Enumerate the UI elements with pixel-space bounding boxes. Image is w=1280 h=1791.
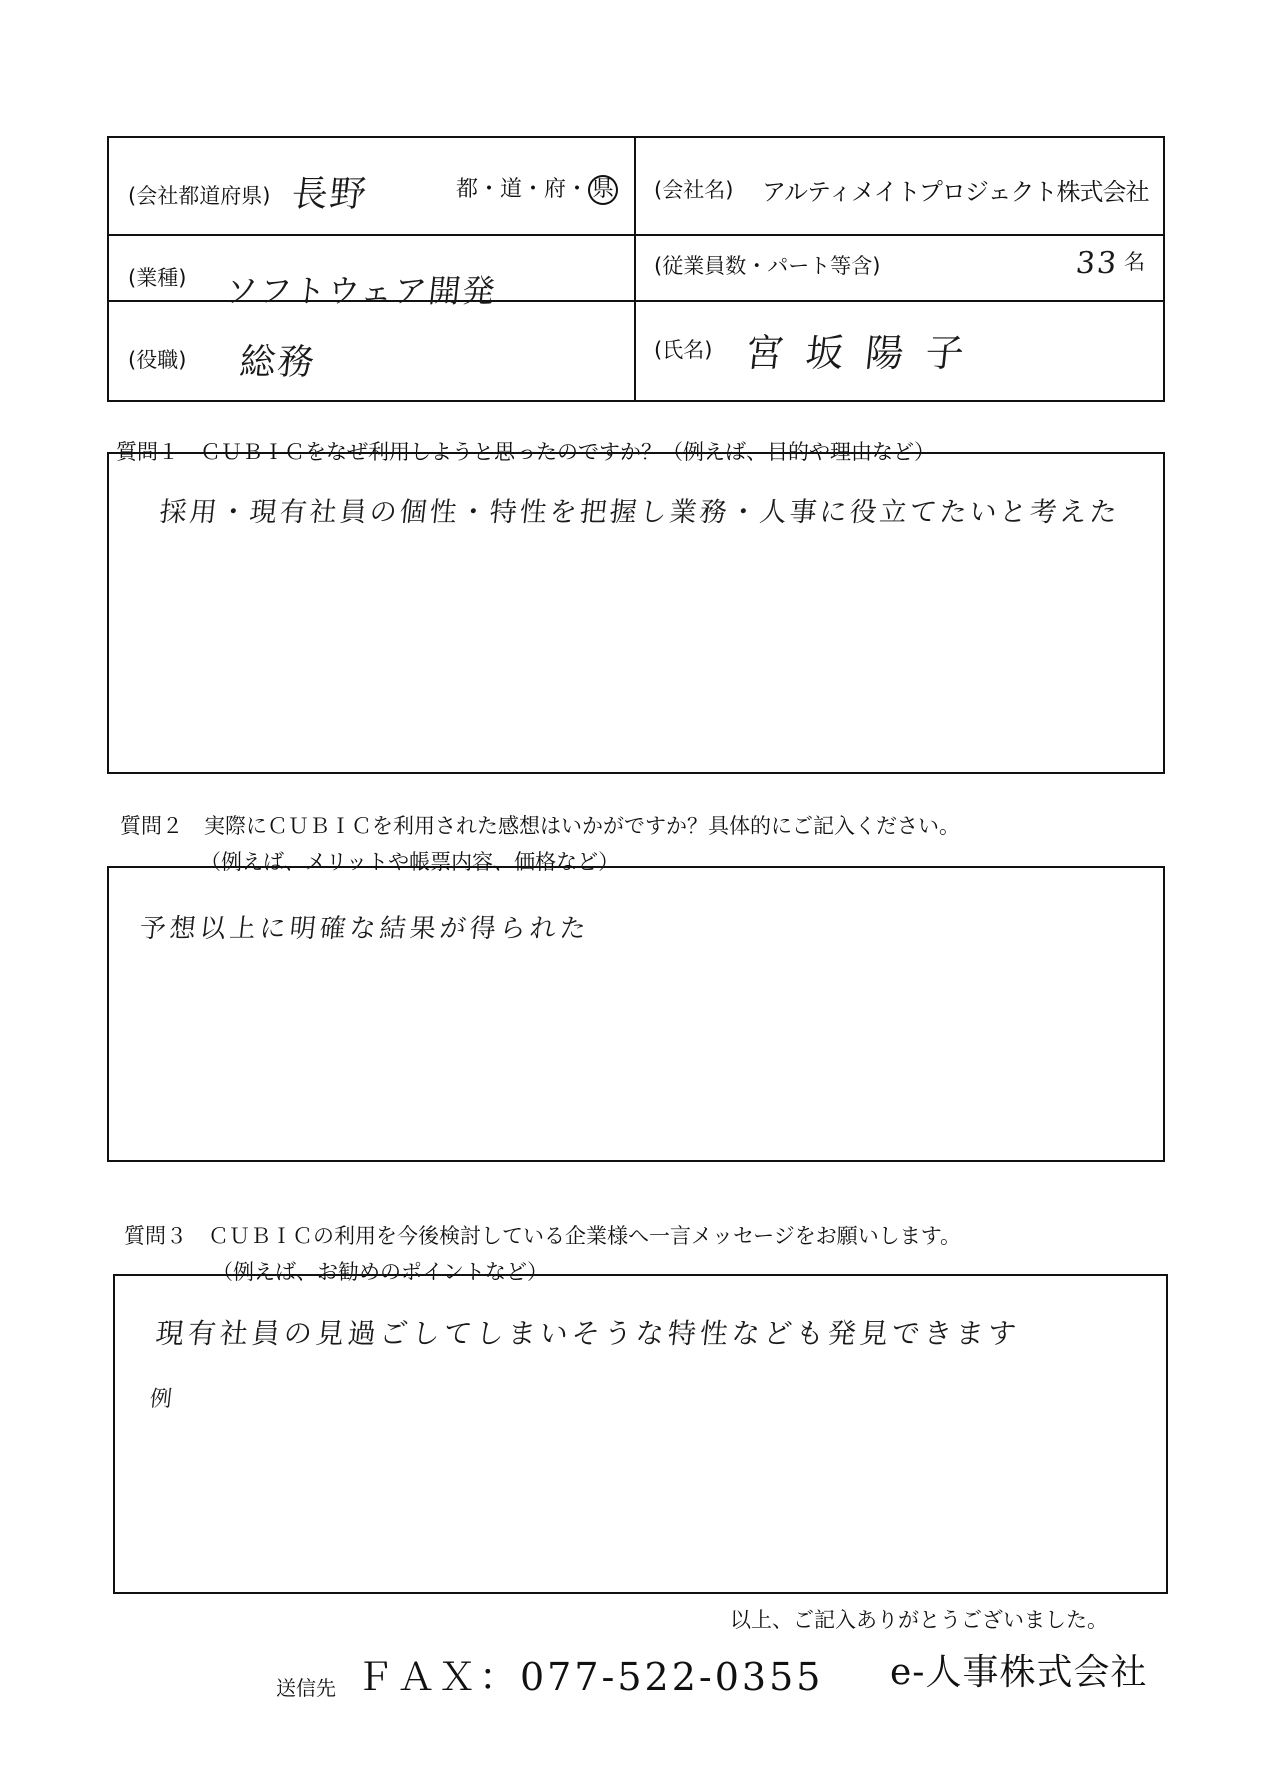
industry-value[interactable]: ソフトウェア開発 [223, 272, 499, 310]
closing-note: 以上、ご記入ありがとうございました。 [730, 1608, 1108, 1632]
prefecture-suffix-plain: 都・道・府・ [456, 177, 589, 202]
question-2-heading: 質問２ 実際にＣＵＢＩＣを利用された感想はいかがですか？具体的にご記入ください。 [120, 814, 960, 838]
position-label: (役職) [128, 348, 187, 372]
person-name-label: (氏名) [654, 338, 713, 362]
question-3-answer: 現有社員の見過ごしてしまいそうな特性なども発見できます [154, 1317, 1022, 1350]
question-1-heading: 質問１ ＣＵＢＩＣをなぜ利用しようと思ったのですか？（例えば、目的や理由など） [116, 440, 935, 464]
person-name-value[interactable]: 宮坂陽子 [743, 331, 988, 375]
question-2-answer: 予想以上に明確な結果が得られた [138, 914, 592, 944]
footer-company: e-人事株式会社 [890, 1652, 1148, 1693]
question-2-subheading: （例えば、メリットや帳票内容、価格など） [200, 850, 620, 874]
send-to-label: 送信先 [276, 1676, 336, 1700]
employees-value[interactable]: 33 [1074, 246, 1121, 281]
employees-label: (従業員数・パート等含) [654, 254, 881, 278]
company-name-value[interactable]: アルティメイトプロジェクト株式会社 [762, 178, 1149, 206]
info-table-divider-row1 [107, 234, 1165, 236]
info-table-divider-vertical [634, 136, 636, 402]
prefecture-value[interactable]: 長野 [289, 174, 370, 215]
question-3-heading: 質問３ ＣＵＢＩＣの利用を今後検討している企業様へ一言メッセージをお願いします。 [124, 1224, 962, 1248]
prefecture-suffix-circled: 県 [588, 175, 618, 205]
question-1-answer: 採用・現有社員の個性・特性を把握し業務・人事に役立てたいと考えた [158, 497, 1122, 528]
prefecture-options [456, 172, 618, 205]
question-3-answer-line2: 例 [148, 1387, 176, 1412]
company-name-label: (会社名) [654, 178, 734, 202]
prefecture-label: (会社都道府県) [128, 184, 271, 208]
position-value[interactable]: 総務 [237, 342, 318, 383]
employees-unit: 名 [1124, 250, 1145, 274]
fax-number: ＦＡＸ：077-522-0355 [356, 1655, 824, 1699]
industry-label: (業種) [128, 266, 187, 290]
question-3-subheading: （例えば、お勧めのポイントなど） [212, 1260, 548, 1284]
